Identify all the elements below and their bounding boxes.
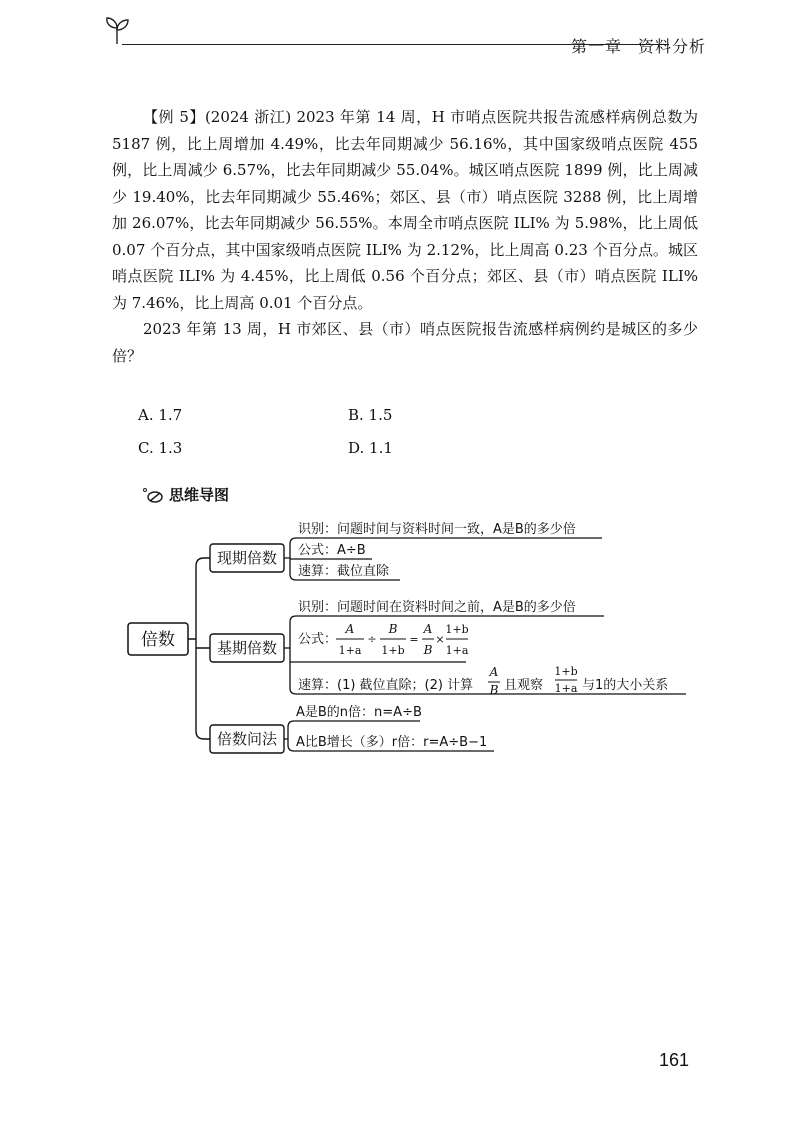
- chapter-label: 第一章: [570, 37, 622, 56]
- question-r-times: A比B增长（多）r倍：r=A÷B−1: [296, 735, 488, 750]
- branch-question: 倍数问法: [216, 730, 278, 748]
- svg-text:1+b: 1+b: [381, 644, 405, 657]
- question-paragraph: 【例 5】(2024 浙江) 2023 年第 14 周，H 市哨点医院共报告流感样病例总数为 5187 例，比上周增加 4.49%，比去年同期减少 56.16%，其中国家级哨点医院 455 例，比上周减少 6.57%，比去年同期减少 55.04%。城区哨点医院 1899 例，比上周减少 19.40%，比去年同期减少 55.46%；郊区、县（市）哨点医院 3288 例，比上周增加 26.07%，比去年同期减少 56.55%。本周全市哨点医院 ILI% 为 5.98%，比上周低 0.07 个百分点，其中国家级哨点医院 ILI% 为 2.12%，比上周高 0.23 个百分点。城区哨点医院 ILI% 为 4.45%，比上周低 0.56 个百分点；郊区、县（市）哨点医院 ILI% 为 7.46%，比上周高 0.01 个百分点。: [112, 108, 698, 312]
- base-quick-1: 速算：(1) 截位直除；(2) 计算: [298, 678, 474, 693]
- mindmap-root: 倍数: [141, 630, 175, 650]
- svg-text:B: B: [388, 622, 398, 636]
- svg-text:1+b: 1+b: [554, 665, 578, 678]
- branch-base: 基期倍数: [216, 639, 278, 657]
- svg-text:÷: ÷: [367, 633, 377, 646]
- option-c[interactable]: C. 1.3: [138, 438, 183, 457]
- base-quick-2: 且观察: [504, 678, 544, 693]
- mindmap-trunk: [188, 558, 210, 739]
- svg-text:B: B: [489, 683, 499, 697]
- base-quick-fraction-ratio: [554, 665, 577, 695]
- current-quick: 速算：截位直除: [298, 564, 390, 579]
- option-a[interactable]: A. 1.7: [138, 405, 183, 424]
- branch-current: 现期倍数: [216, 549, 278, 567]
- svg-text:A: A: [489, 665, 499, 679]
- question-n-times: A是B的n倍：n=A÷B: [296, 705, 422, 720]
- base-identify: 识别：问题时间在资料时间之前，A是B的多少倍: [298, 600, 576, 615]
- svg-text:1+a: 1+a: [554, 682, 578, 695]
- svg-text:1+a: 1+a: [338, 644, 362, 657]
- base-quick-3: 与1的大小关系: [582, 678, 669, 693]
- base-formula-label: 公式：: [298, 632, 338, 647]
- option-d[interactable]: D. 1.1: [348, 438, 393, 457]
- svg-text:A: A: [423, 622, 433, 636]
- svg-text:1+a: 1+a: [445, 644, 469, 657]
- section-label: 资料分析: [637, 37, 706, 56]
- svg-text:×: ×: [435, 633, 445, 646]
- svg-text:A: A: [345, 622, 355, 636]
- page-number: 161: [659, 1050, 690, 1070]
- mindmap-title-text: 思维导图: [169, 486, 230, 504]
- question-prompt: 2023 年第 13 周，H 市郊区、县（市）哨点医院报告流感样病例约是城区的多少倍？: [112, 320, 698, 365]
- option-b[interactable]: B. 1.5: [348, 405, 393, 424]
- svg-text:=: =: [409, 633, 419, 646]
- base-quick-fraction-ab: [488, 665, 500, 697]
- current-identify: 识别：问题时间与资料时间一致，A是B的多少倍: [298, 522, 576, 537]
- svg-text:1+b: 1+b: [445, 623, 469, 636]
- base-formula: [336, 622, 469, 657]
- svg-text:B: B: [423, 643, 433, 657]
- current-formula: 公式：A÷B: [298, 543, 366, 558]
